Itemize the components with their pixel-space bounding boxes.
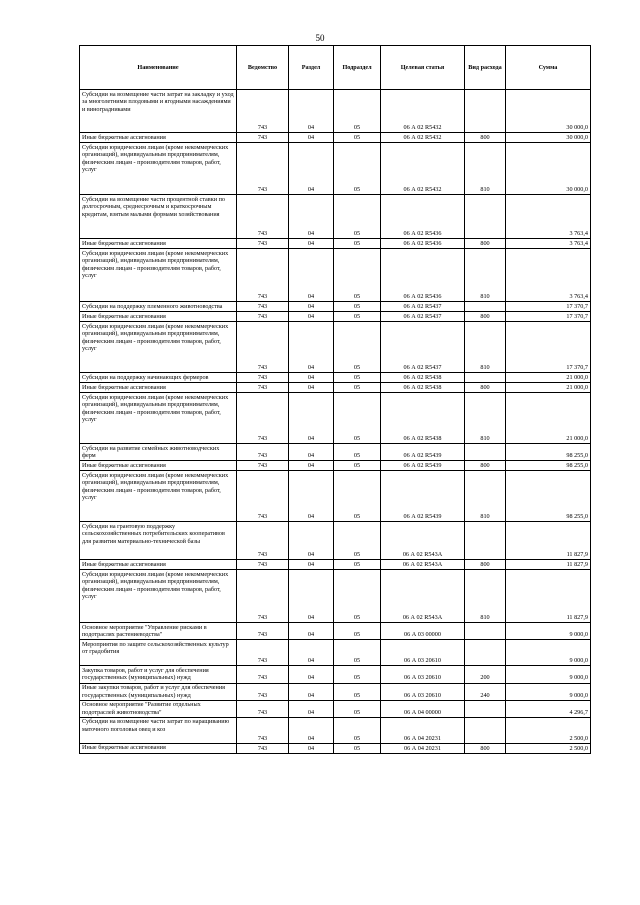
table-row <box>80 322 591 373</box>
cell-name: Субсидии юридическим лицам (кроме некоммерческих организаций), индивидуальным предпринимателям, физическим лицам - производителям товаров, работ, услуг <box>80 143 237 195</box>
cell-podrazdel: 05 <box>334 90 381 133</box>
cell-razdel: 04 <box>289 195 334 239</box>
cell-razdel: 04 <box>289 700 334 717</box>
cell-podrazdel: 05 <box>334 700 381 717</box>
cell-podrazdel: 05 <box>334 640 381 666</box>
cell-name: Иные бюджетные ассигнования <box>80 743 237 753</box>
cell-ved: 743 <box>237 90 289 133</box>
cell-sum: 17 370,7 <box>506 312 591 322</box>
cell-vr <box>465 522 506 560</box>
cell-sum: 2 500,0 <box>506 717 591 743</box>
table-row <box>80 570 591 623</box>
table-row <box>80 700 591 717</box>
cell-ved: 743 <box>237 143 289 195</box>
table-row <box>80 471 591 522</box>
cell-csr: 06 А 02 R5436 <box>381 249 465 302</box>
cell-vr: 810 <box>465 322 506 373</box>
cell-name: Основное мероприятие "Развитие отдельных подотраслей животноводства" <box>80 700 237 717</box>
cell-name: Субсидии юридическим лицам (кроме некоммерческих организаций), индивидуальным предпринимателям, физическим лицам - производителям товаров, работ, услуг <box>80 570 237 623</box>
cell-sum: 3 763,4 <box>506 195 591 239</box>
table-row <box>80 239 591 249</box>
cell-csr: 06 А 02 R5438 <box>381 383 465 393</box>
cell-name: Субсидии юридическим лицам (кроме некоммерческих организаций), индивидуальным предпринимателям, физическим лицам - производителям товаров, работ, услуг <box>80 249 237 302</box>
cell-razdel: 04 <box>289 302 334 312</box>
cell-csr: 06 А 02 R5436 <box>381 195 465 239</box>
cell-csr: 06 А 02 R543А <box>381 522 465 560</box>
cell-vr: 810 <box>465 570 506 623</box>
cell-ved: 743 <box>237 683 289 700</box>
header-sum: Сумма <box>506 46 591 90</box>
cell-razdel: 04 <box>289 322 334 373</box>
cell-ved: 743 <box>237 640 289 666</box>
cell-razdel: 04 <box>289 717 334 743</box>
cell-ved: 743 <box>237 560 289 570</box>
cell-vr <box>465 195 506 239</box>
cell-ved: 743 <box>237 239 289 249</box>
table-row <box>80 249 591 302</box>
cell-csr: 06 А 02 R5432 <box>381 90 465 133</box>
cell-vr <box>465 700 506 717</box>
cell-sum: 17 370,7 <box>506 302 591 312</box>
cell-csr: 06 А 02 R5439 <box>381 471 465 522</box>
cell-vr <box>465 640 506 666</box>
cell-razdel: 04 <box>289 393 334 444</box>
cell-ved: 743 <box>237 471 289 522</box>
cell-ved: 743 <box>237 444 289 461</box>
table-row <box>80 717 591 743</box>
cell-razdel: 04 <box>289 249 334 302</box>
cell-sum: 98 255,0 <box>506 444 591 461</box>
cell-razdel: 04 <box>289 90 334 133</box>
cell-podrazdel: 05 <box>334 393 381 444</box>
cell-vr <box>465 623 506 640</box>
cell-vr: 800 <box>465 312 506 322</box>
table-row <box>80 312 591 322</box>
cell-razdel: 04 <box>289 743 334 753</box>
cell-razdel: 04 <box>289 666 334 683</box>
cell-vr: 800 <box>465 461 506 471</box>
cell-sum: 3 763,4 <box>506 249 591 302</box>
table-row <box>80 444 591 461</box>
cell-podrazdel: 05 <box>334 322 381 373</box>
cell-vr <box>465 302 506 312</box>
cell-name: Субсидии на грантовую поддержку сельскохозяйственных потребительских кооперативов для развития материально-технической базы <box>80 522 237 560</box>
cell-razdel: 04 <box>289 640 334 666</box>
budget-table <box>79 45 591 754</box>
cell-name: Мероприятия по защите сельскохозяйственных культур от градобития <box>80 640 237 666</box>
cell-csr: 06 А 02 R5436 <box>381 239 465 249</box>
cell-sum: 4 296,7 <box>506 700 591 717</box>
cell-podrazdel: 05 <box>334 249 381 302</box>
cell-ved: 743 <box>237 623 289 640</box>
cell-name: Субсидии на возмещение части затрат по наращиванию маточного поголовья овец и коз <box>80 717 237 743</box>
cell-sum: 9 000,0 <box>506 666 591 683</box>
cell-razdel: 04 <box>289 560 334 570</box>
cell-csr: 06 А 03 00000 <box>381 623 465 640</box>
cell-name: Субсидии на возмещение части процентной ставки по долгосрочным, среднесрочным и краткосрочным кредитам, взятым малыми формами хозяйствования <box>80 195 237 239</box>
cell-razdel: 04 <box>289 444 334 461</box>
cell-csr: 06 А 02 R5437 <box>381 322 465 373</box>
cell-podrazdel: 05 <box>334 373 381 383</box>
table-row <box>80 461 591 471</box>
cell-vr <box>465 717 506 743</box>
cell-name: Иные бюджетные ассигнования <box>80 461 237 471</box>
cell-podrazdel: 05 <box>334 461 381 471</box>
cell-name: Иные закупки товаров, работ и услуг для обеспечения государственных (муниципальных) нужд <box>80 683 237 700</box>
cell-vr <box>465 90 506 133</box>
cell-podrazdel: 05 <box>334 143 381 195</box>
header-name: Наименование <box>80 46 237 90</box>
page-number: 50 <box>315 33 325 43</box>
header-vr: Вид расхода <box>465 46 506 90</box>
cell-sum: 98 255,0 <box>506 471 591 522</box>
cell-vr: 800 <box>465 560 506 570</box>
table-body <box>80 90 591 754</box>
table-row <box>80 683 591 700</box>
cell-razdel: 04 <box>289 373 334 383</box>
cell-ved: 743 <box>237 302 289 312</box>
table-row <box>80 195 591 239</box>
cell-name: Субсидии на возмещение части затрат на закладку и уход за многолетними плодовыми и ягодными насаждениями и виноградниками <box>80 90 237 133</box>
cell-ved: 743 <box>237 700 289 717</box>
cell-sum: 9 000,0 <box>506 640 591 666</box>
cell-podrazdel: 05 <box>334 444 381 461</box>
cell-ved: 743 <box>237 383 289 393</box>
cell-csr: 06 А 02 R5439 <box>381 444 465 461</box>
cell-sum: 11 827,9 <box>506 560 591 570</box>
header-row <box>80 46 591 90</box>
cell-podrazdel: 05 <box>334 522 381 560</box>
cell-razdel: 04 <box>289 143 334 195</box>
cell-razdel: 04 <box>289 570 334 623</box>
cell-razdel: 04 <box>289 683 334 700</box>
cell-name: Субсидии юридическим лицам (кроме некоммерческих организаций), индивидуальным предпринимателям, физическим лицам - производителям товаров, работ, услуг <box>80 393 237 444</box>
cell-podrazdel: 05 <box>334 717 381 743</box>
cell-podrazdel: 05 <box>334 623 381 640</box>
cell-razdel: 04 <box>289 522 334 560</box>
cell-csr: 06 А 02 R5437 <box>381 302 465 312</box>
table-row <box>80 640 591 666</box>
cell-vr: 800 <box>465 383 506 393</box>
cell-podrazdel: 05 <box>334 666 381 683</box>
cell-ved: 743 <box>237 666 289 683</box>
cell-podrazdel: 05 <box>334 683 381 700</box>
cell-name: Иные бюджетные ассигнования <box>80 560 237 570</box>
cell-ved: 743 <box>237 249 289 302</box>
cell-sum: 98 255,0 <box>506 461 591 471</box>
table-row <box>80 383 591 393</box>
cell-csr: 06 А 04 20231 <box>381 743 465 753</box>
cell-vr: 800 <box>465 133 506 143</box>
cell-razdel: 04 <box>289 239 334 249</box>
cell-vr <box>465 373 506 383</box>
cell-vr: 810 <box>465 471 506 522</box>
cell-podrazdel: 05 <box>334 743 381 753</box>
cell-podrazdel: 05 <box>334 383 381 393</box>
cell-ved: 743 <box>237 373 289 383</box>
cell-name: Закупка товаров, работ и услуг для обеспечения государственных (муниципальных) нужд <box>80 666 237 683</box>
cell-sum: 3 763,4 <box>506 239 591 249</box>
cell-sum: 11 827,9 <box>506 570 591 623</box>
cell-csr: 06 А 03 20610 <box>381 640 465 666</box>
cell-ved: 743 <box>237 133 289 143</box>
cell-name: Субсидии юридическим лицам (кроме некоммерческих организаций), индивидуальным предпринимателям, физическим лицам - производителям товаров, работ, услуг <box>80 471 237 522</box>
cell-podrazdel: 05 <box>334 302 381 312</box>
cell-sum: 9 000,0 <box>506 683 591 700</box>
cell-ved: 743 <box>237 461 289 471</box>
cell-sum: 9 000,0 <box>506 623 591 640</box>
header-ved: Ведомство <box>237 46 289 90</box>
cell-sum: 17 370,7 <box>506 322 591 373</box>
cell-ved: 743 <box>237 717 289 743</box>
cell-podrazdel: 05 <box>334 195 381 239</box>
table-row <box>80 302 591 312</box>
table-row <box>80 522 591 560</box>
cell-csr: 06 А 02 R543А <box>381 570 465 623</box>
cell-csr: 06 А 03 20610 <box>381 683 465 700</box>
table-row <box>80 666 591 683</box>
cell-name: Субсидии на поддержку племенного животноводства <box>80 302 237 312</box>
cell-csr: 06 А 02 R5437 <box>381 312 465 322</box>
cell-podrazdel: 05 <box>334 312 381 322</box>
cell-sum: 30 000,0 <box>506 143 591 195</box>
cell-sum: 21 000,0 <box>506 383 591 393</box>
cell-vr: 810 <box>465 249 506 302</box>
table-row <box>80 623 591 640</box>
cell-csr: 06 А 04 20231 <box>381 717 465 743</box>
cell-name: Субсидии на поддержку начинающих фермеров <box>80 373 237 383</box>
table-row <box>80 373 591 383</box>
cell-vr <box>465 444 506 461</box>
cell-razdel: 04 <box>289 461 334 471</box>
cell-csr: 06 А 02 R543А <box>381 560 465 570</box>
cell-csr: 06 А 02 R5432 <box>381 133 465 143</box>
table-row <box>80 743 591 753</box>
cell-sum: 30 000,0 <box>506 133 591 143</box>
cell-sum: 21 000,0 <box>506 373 591 383</box>
table-row <box>80 90 591 133</box>
cell-name: Субсидии юридическим лицам (кроме некоммерческих организаций), индивидуальным предпринимателям, физическим лицам - производителям товаров, работ, услуг <box>80 322 237 373</box>
cell-csr: 06 А 02 R5432 <box>381 143 465 195</box>
cell-podrazdel: 05 <box>334 133 381 143</box>
table-row <box>80 133 591 143</box>
cell-sum: 21 000,0 <box>506 393 591 444</box>
cell-razdel: 04 <box>289 133 334 143</box>
table-row <box>80 143 591 195</box>
cell-vr: 810 <box>465 393 506 444</box>
table-row <box>80 393 591 444</box>
cell-name: Основное мероприятие "Управление рисками в подотраслях растениеводства" <box>80 623 237 640</box>
cell-name: Иные бюджетные ассигнования <box>80 133 237 143</box>
cell-csr: 06 А 03 20610 <box>381 666 465 683</box>
cell-ved: 743 <box>237 522 289 560</box>
cell-ved: 743 <box>237 322 289 373</box>
cell-csr: 06 А 04 00000 <box>381 700 465 717</box>
cell-ved: 743 <box>237 393 289 444</box>
header-podrazdel: Подраздел <box>334 46 381 90</box>
cell-razdel: 04 <box>289 312 334 322</box>
cell-sum: 30 000,0 <box>506 90 591 133</box>
cell-sum: 2 500,0 <box>506 743 591 753</box>
cell-vr: 810 <box>465 143 506 195</box>
header-razdel: Раздел <box>289 46 334 90</box>
cell-csr: 06 А 02 R5439 <box>381 461 465 471</box>
cell-vr: 800 <box>465 743 506 753</box>
cell-vr: 200 <box>465 666 506 683</box>
cell-vr: 800 <box>465 239 506 249</box>
cell-name: Иные бюджетные ассигнования <box>80 312 237 322</box>
cell-razdel: 04 <box>289 623 334 640</box>
cell-sum: 11 827,9 <box>506 522 591 560</box>
cell-razdel: 04 <box>289 471 334 522</box>
cell-name: Иные бюджетные ассигнования <box>80 239 237 249</box>
cell-csr: 06 А 02 R5438 <box>381 393 465 444</box>
cell-vr: 240 <box>465 683 506 700</box>
cell-ved: 743 <box>237 743 289 753</box>
cell-podrazdel: 05 <box>334 239 381 249</box>
cell-podrazdel: 05 <box>334 560 381 570</box>
cell-ved: 743 <box>237 570 289 623</box>
cell-csr: 06 А 02 R5438 <box>381 373 465 383</box>
cell-podrazdel: 05 <box>334 471 381 522</box>
cell-name: Иные бюджетные ассигнования <box>80 383 237 393</box>
cell-ved: 743 <box>237 195 289 239</box>
cell-podrazdel: 05 <box>334 570 381 623</box>
cell-razdel: 04 <box>289 383 334 393</box>
cell-ved: 743 <box>237 312 289 322</box>
table-row <box>80 560 591 570</box>
cell-name: Субсидии на развитие семейных животноводческих ферм <box>80 444 237 461</box>
header-csr: Целевая статья <box>381 46 465 90</box>
